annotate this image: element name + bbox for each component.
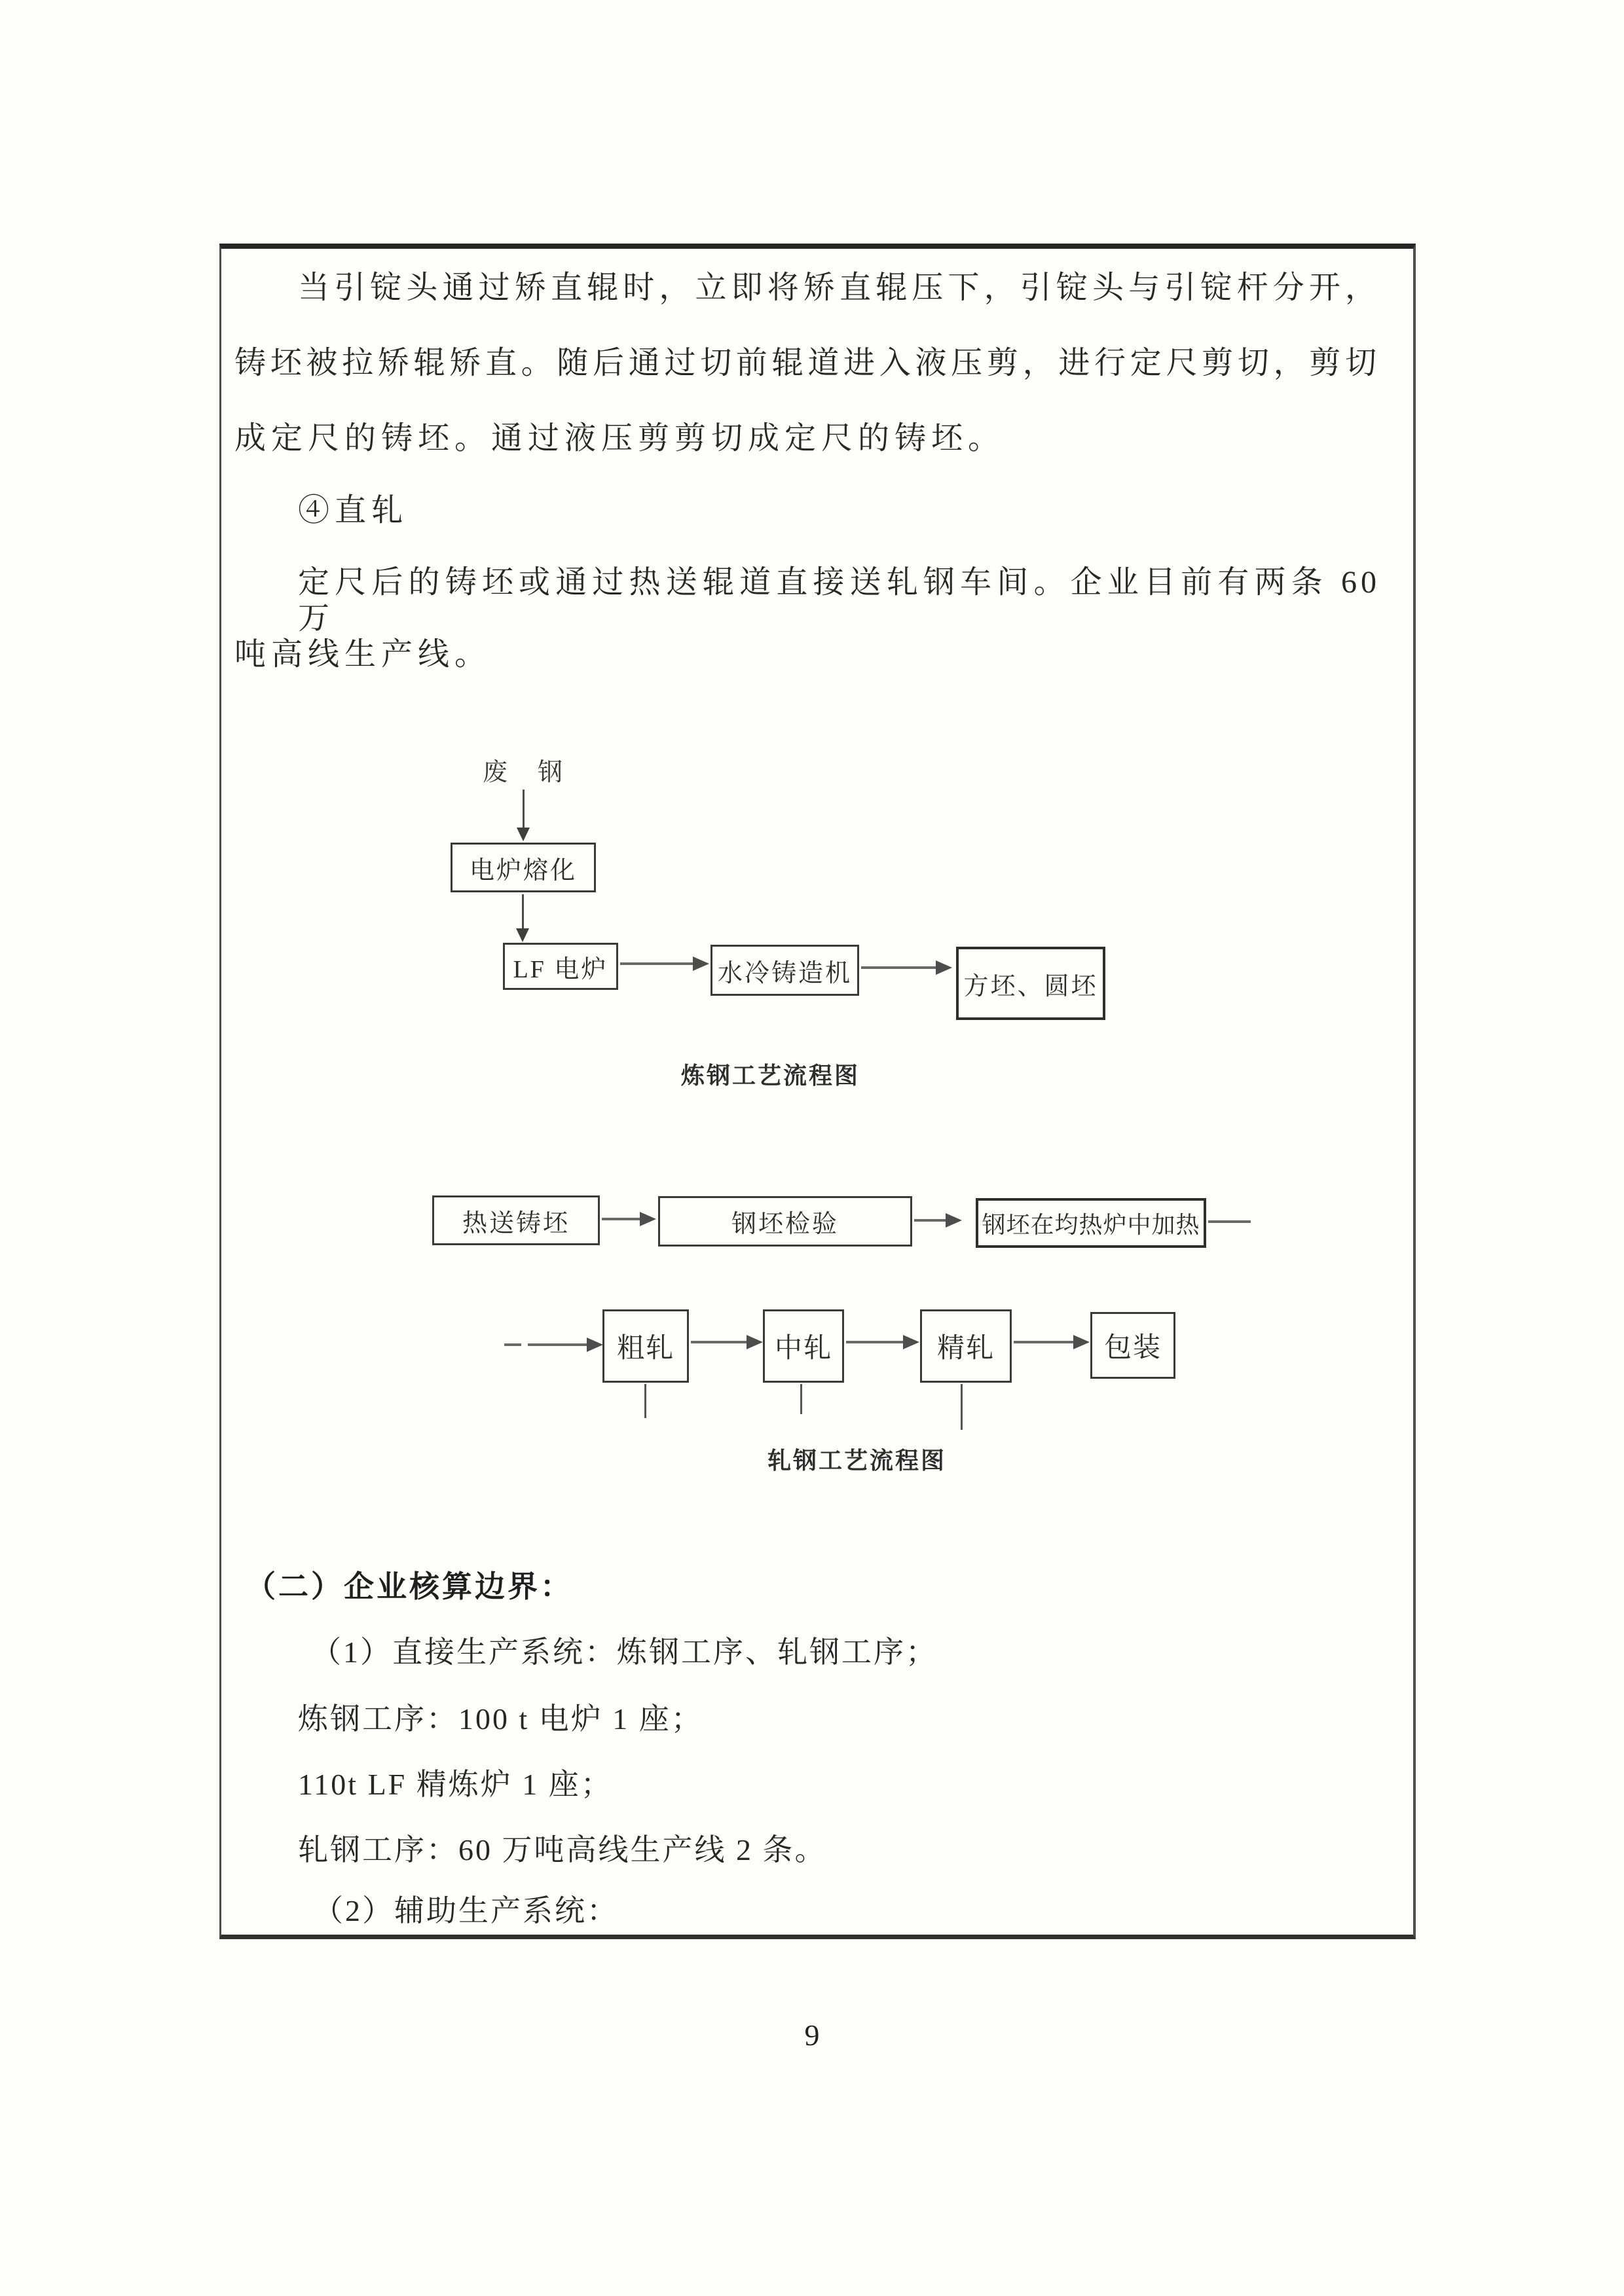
boundary-item: （1）直接生产系统：炼钢工序、轧钢工序； (311, 1635, 938, 1669)
flowchart1-caption: 炼钢工艺流程图 (681, 1062, 860, 1089)
flowchart1-node-melt: 电炉熔化 (451, 843, 596, 892)
flowchart1-node-caster: 水冷铸造机 (710, 945, 859, 996)
arrow-line-right (914, 1219, 947, 1222)
flowchart1-node-lf: LF 电炉 (503, 943, 618, 990)
paragraph-line: 定尺后的铸坯或通过热送辊道直接送轧钢车间。企业目前有两条 60 万 (298, 565, 1380, 636)
arrow-line-right (602, 1218, 641, 1220)
boundary-heading: （二）企业核算边界： (246, 1570, 573, 1603)
arrow-line-right (1014, 1341, 1075, 1343)
paragraph-line: 吨高线生产线。 (234, 637, 492, 672)
connector-dash (504, 1343, 521, 1346)
flowchart2-node-inspect: 钢坯检验 (658, 1196, 912, 1247)
arrow-right-icon (936, 960, 952, 975)
flowchart2-node-pack: 包装 (1090, 1312, 1175, 1379)
arrow-down-icon (516, 928, 529, 942)
arrow-right-icon (693, 957, 709, 971)
paragraph-line: 成定尺的铸坯。通过液压剪剪切成定尺的铸坯。 (234, 421, 1005, 456)
page-number: 9 (804, 2018, 820, 2052)
flowchart1-node-billet: 方坯、圆坯 (956, 947, 1105, 1020)
flowchart1-input-label: 废 钢 (482, 759, 565, 786)
arrow-down-icon (517, 828, 530, 841)
arrow-line-right (691, 1341, 748, 1343)
flowchart2-node-mid: 中轧 (763, 1309, 844, 1383)
connector-stub (800, 1384, 802, 1414)
connector-stub (644, 1384, 646, 1418)
arrow-right-icon (903, 1335, 919, 1349)
arrow-line-right (620, 962, 693, 965)
arrow-right-icon (1073, 1335, 1090, 1349)
flowchart2-node-rough: 粗轧 (602, 1309, 689, 1383)
flowchart2-caption: 轧钢工艺流程图 (767, 1447, 947, 1474)
arrow-right-icon (640, 1212, 656, 1226)
connector-line-right (1208, 1220, 1251, 1223)
arrow-right-icon (747, 1335, 763, 1349)
boundary-item: 炼钢工序：100 t 电炉 1 座； (298, 1702, 703, 1736)
arrow-right-icon (587, 1338, 603, 1352)
arrow-right-icon (946, 1213, 962, 1228)
connector-stub (961, 1384, 963, 1430)
arrow-line-right (846, 1341, 905, 1343)
section-item-heading: ④直轧 (298, 493, 409, 528)
boundary-item: （2）辅助生产系统： (313, 1894, 619, 1927)
arrow-line-down (523, 790, 525, 829)
flowchart2-node-heat: 钢坯在均热炉中加热 (976, 1198, 1206, 1248)
flowchart2-node-finish: 精轧 (920, 1309, 1012, 1383)
arrow-line-down (522, 894, 524, 930)
flowchart2-node-hot-billet: 热送铸坯 (432, 1195, 600, 1245)
arrow-line-right (528, 1343, 589, 1346)
boundary-item: 轧钢工序：60 万吨高线生产线 2 条。 (298, 1833, 827, 1867)
paragraph-line: 当引锭头通过矫直辊时，立即将矫直辊压下，引锭头与引锭杆分开， (298, 270, 1380, 305)
boundary-item: 110t LF 精炼炉 1 座； (298, 1768, 613, 1801)
arrow-line-right (861, 966, 936, 969)
paragraph-line: 铸坯被拉矫辊矫直。随后通过切前辊道进入液压剪，进行定尺剪切，剪切 (234, 346, 1380, 380)
